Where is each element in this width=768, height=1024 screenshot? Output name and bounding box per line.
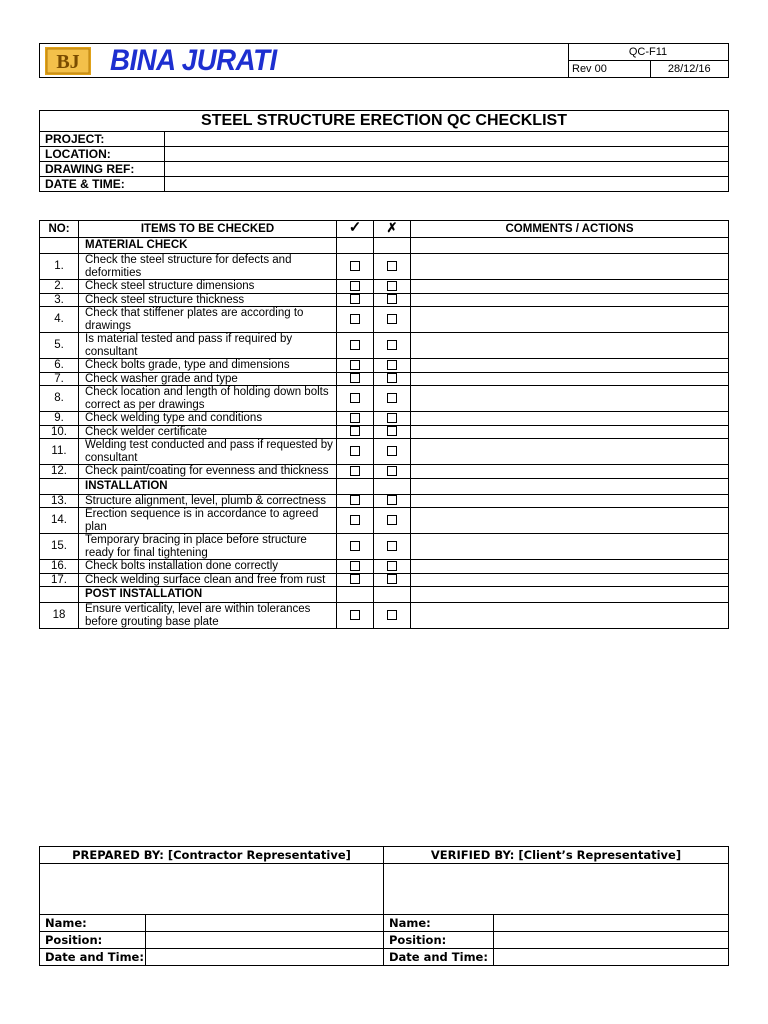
company-name: BINA JURATI: [110, 44, 277, 77]
fail-checkbox[interactable]: [387, 515, 397, 525]
fail-checkbox[interactable]: [387, 574, 397, 584]
revision-date: 28/12/16: [667, 63, 711, 75]
check-item-text: Check welding type and conditions: [79, 412, 337, 426]
comments-field[interactable]: [411, 359, 729, 373]
row-number: 16.: [40, 560, 79, 574]
pass-checkbox[interactable]: [350, 541, 360, 551]
comments-field[interactable]: [411, 465, 729, 479]
checklist-row: [40, 254, 729, 280]
fail-checkbox[interactable]: [387, 294, 397, 304]
project-info-table: [39, 110, 729, 192]
comments-field[interactable]: [411, 293, 729, 307]
logo-initials: BJ: [56, 51, 80, 73]
checklist-table: [39, 220, 729, 629]
row-number: 12.: [40, 465, 79, 479]
pass-checkbox[interactable]: [350, 413, 360, 423]
fail-checkbox[interactable]: [387, 261, 397, 271]
pass-checkbox[interactable]: [350, 393, 360, 403]
fail-checkbox[interactable]: [387, 393, 397, 403]
cross-mark-icon: ✗: [374, 221, 411, 238]
comments-field[interactable]: [411, 280, 729, 294]
checklist-row: [40, 307, 729, 333]
fail-checkbox[interactable]: [387, 314, 397, 324]
fail-checkbox[interactable]: [387, 495, 397, 505]
pass-checkbox[interactable]: [350, 426, 360, 436]
fail-checkbox[interactable]: [387, 360, 397, 370]
comments-field[interactable]: [411, 573, 729, 587]
fail-checkbox[interactable]: [387, 340, 397, 350]
verified-position-label: Position:: [384, 932, 494, 949]
checklist-row: [40, 508, 729, 534]
verified-name-field[interactable]: [494, 915, 729, 932]
check-item-text: Check bolts grade, type and dimensions: [79, 359, 337, 373]
check-item-text: Ensure verticality, level are within tolerances before grouting base plate: [79, 603, 337, 629]
comments-field[interactable]: [411, 372, 729, 386]
pass-checkbox[interactable]: [350, 574, 360, 584]
check-item-text: Check bolts installation done correctly: [79, 560, 337, 574]
section-title: INSTALLATION: [79, 478, 337, 494]
verified-position-field[interactable]: [494, 932, 729, 949]
checklist-row: [40, 465, 729, 479]
checklist-row: [40, 573, 729, 587]
fail-checkbox[interactable]: [387, 610, 397, 620]
prepared-by-header: PREPARED BY: [Contractor Representative]: [40, 847, 384, 864]
fail-checkbox[interactable]: [387, 281, 397, 291]
checklist-row: [40, 534, 729, 560]
date-time-label: DATE & TIME:: [40, 177, 165, 192]
date-time-field[interactable]: [165, 177, 729, 192]
drawing-ref-label: DRAWING REF:: [40, 162, 165, 177]
comments-field[interactable]: [411, 386, 729, 412]
comments-field[interactable]: [411, 412, 729, 426]
comments-field[interactable]: [411, 254, 729, 280]
checklist-row: [40, 293, 729, 307]
revision: Rev 00: [568, 61, 651, 77]
section-title: MATERIAL CHECK: [79, 238, 337, 254]
row-number: 2.: [40, 280, 79, 294]
row-number: [40, 587, 79, 603]
no-column-header: NO:: [40, 221, 79, 238]
comments-field[interactable]: [411, 603, 729, 629]
check-item-text: Erection sequence is in accordance to agreed plan: [79, 508, 337, 534]
comments-field[interactable]: [411, 508, 729, 534]
check-item-text: Check location and length of holding down bolts correct as per drawings: [79, 386, 337, 412]
check-item-text: Structure alignment, level, plumb & correctness: [79, 494, 337, 508]
checklist-row: [40, 560, 729, 574]
pass-checkbox[interactable]: [350, 294, 360, 304]
section-header-row: [40, 478, 729, 494]
checklist-row: [40, 280, 729, 294]
check-item-text: Check steel structure thickness: [79, 293, 337, 307]
row-number: 3.: [40, 293, 79, 307]
check-item-text: Check the steel structure for defects and deformities: [79, 254, 337, 280]
fail-checkbox[interactable]: [387, 373, 397, 383]
check-item-text: Welding test conducted and pass if requested by consultant: [79, 439, 337, 465]
verified-by-signature-area[interactable]: [384, 864, 729, 915]
fail-checkbox[interactable]: [387, 541, 397, 551]
pass-checkbox[interactable]: [350, 373, 360, 383]
comments-field[interactable]: [411, 494, 729, 508]
form-code: QC-F11: [568, 44, 728, 61]
signature-table: [39, 846, 729, 966]
row-number: 1.: [40, 254, 79, 280]
pass-checkbox[interactable]: [350, 314, 360, 324]
section-title: POST INSTALLATION: [79, 587, 337, 603]
checklist-row: [40, 439, 729, 465]
check-item-text: Check welding surface clean and free from rust: [79, 573, 337, 587]
row-number: 10.: [40, 425, 79, 439]
prepared-position-field[interactable]: [146, 932, 384, 949]
prepared-position-label: Position:: [40, 932, 146, 949]
pass-checkbox[interactable]: [350, 495, 360, 505]
comments-field[interactable]: [411, 425, 729, 439]
checklist-row: [40, 359, 729, 373]
checklist-row: [40, 425, 729, 439]
verified-date-label: Date and Time:: [384, 949, 494, 966]
row-number: 4.: [40, 307, 79, 333]
check-item-text: Check paint/coating for evenness and thickness: [79, 465, 337, 479]
check-item-text: Check welder certificate: [79, 425, 337, 439]
prepared-date-label: Date and Time:: [40, 949, 146, 966]
pass-checkbox[interactable]: [350, 561, 360, 571]
fail-checkbox[interactable]: [387, 413, 397, 423]
verified-date-field[interactable]: [494, 949, 729, 966]
pass-checkbox[interactable]: [350, 446, 360, 456]
fail-checkbox[interactable]: [387, 426, 397, 436]
document-control-info: [568, 44, 728, 77]
check-mark-icon: ✓: [337, 221, 374, 238]
checklist-row: [40, 333, 729, 359]
comments-column-header: COMMENTS / ACTIONS: [411, 221, 729, 238]
pass-checkbox[interactable]: [350, 281, 360, 291]
row-number: 15.: [40, 534, 79, 560]
pass-checkbox[interactable]: [350, 261, 360, 271]
fail-checkbox[interactable]: [387, 466, 397, 476]
row-number: 6.: [40, 359, 79, 373]
checklist-row: [40, 386, 729, 412]
row-number: 14.: [40, 508, 79, 534]
fail-checkbox[interactable]: [387, 561, 397, 571]
prepared-name-field[interactable]: [146, 915, 384, 932]
items-column-header: ITEMS TO BE CHECKED: [79, 221, 337, 238]
check-item-text: Check washer grade and type: [79, 372, 337, 386]
prepared-date-field[interactable]: [146, 949, 384, 966]
pass-checkbox[interactable]: [350, 340, 360, 350]
row-number: 9.: [40, 412, 79, 426]
row-number: 13.: [40, 494, 79, 508]
comments-field[interactable]: [411, 560, 729, 574]
prepared-by-signature-area[interactable]: [40, 864, 384, 915]
row-number: [40, 238, 79, 254]
checklist-row: [40, 494, 729, 508]
fail-checkbox[interactable]: [387, 446, 397, 456]
pass-checkbox[interactable]: [350, 360, 360, 370]
check-item-text: Is material tested and pass if required by consultant: [79, 333, 337, 359]
company-logo-icon: [45, 47, 91, 75]
comments-field[interactable]: [411, 534, 729, 560]
project-label: PROJECT:: [40, 132, 165, 147]
drawing-ref-field[interactable]: [165, 162, 729, 177]
row-number: 17.: [40, 573, 79, 587]
verified-name-label: Name:: [384, 915, 494, 932]
comments-field[interactable]: [411, 439, 729, 465]
prepared-name-label: Name:: [40, 915, 146, 932]
comments-field[interactable]: [411, 307, 729, 333]
row-number: 11.: [40, 439, 79, 465]
location-field[interactable]: [165, 147, 729, 162]
project-field[interactable]: [165, 132, 729, 147]
check-item-text: Temporary bracing in place before structure ready for final tightening: [79, 534, 337, 560]
document-header: [39, 43, 729, 78]
checklist-header-row: [40, 221, 729, 238]
section-header-row: [40, 587, 729, 603]
verified-by-header: VERIFIED BY: [Client’s Representative]: [384, 847, 729, 864]
row-number: 18: [40, 603, 79, 629]
pass-checkbox[interactable]: [350, 610, 360, 620]
section-header-row: [40, 238, 729, 254]
comments-field[interactable]: [411, 333, 729, 359]
row-number: [40, 478, 79, 494]
check-item-text: Check that stiffener plates are according to drawings: [79, 307, 337, 333]
pass-checkbox[interactable]: [350, 466, 360, 476]
row-number: 7.: [40, 372, 79, 386]
page-title: STEEL STRUCTURE ERECTION QC CHECKLIST: [40, 111, 729, 132]
location-label: LOCATION:: [40, 147, 165, 162]
pass-checkbox[interactable]: [350, 515, 360, 525]
checklist-row: [40, 372, 729, 386]
checklist-row: [40, 412, 729, 426]
row-number: 5.: [40, 333, 79, 359]
logo-area: [40, 44, 569, 77]
row-number: 8.: [40, 386, 79, 412]
checklist-row: [40, 603, 729, 629]
check-item-text: Check steel structure dimensions: [79, 280, 337, 294]
